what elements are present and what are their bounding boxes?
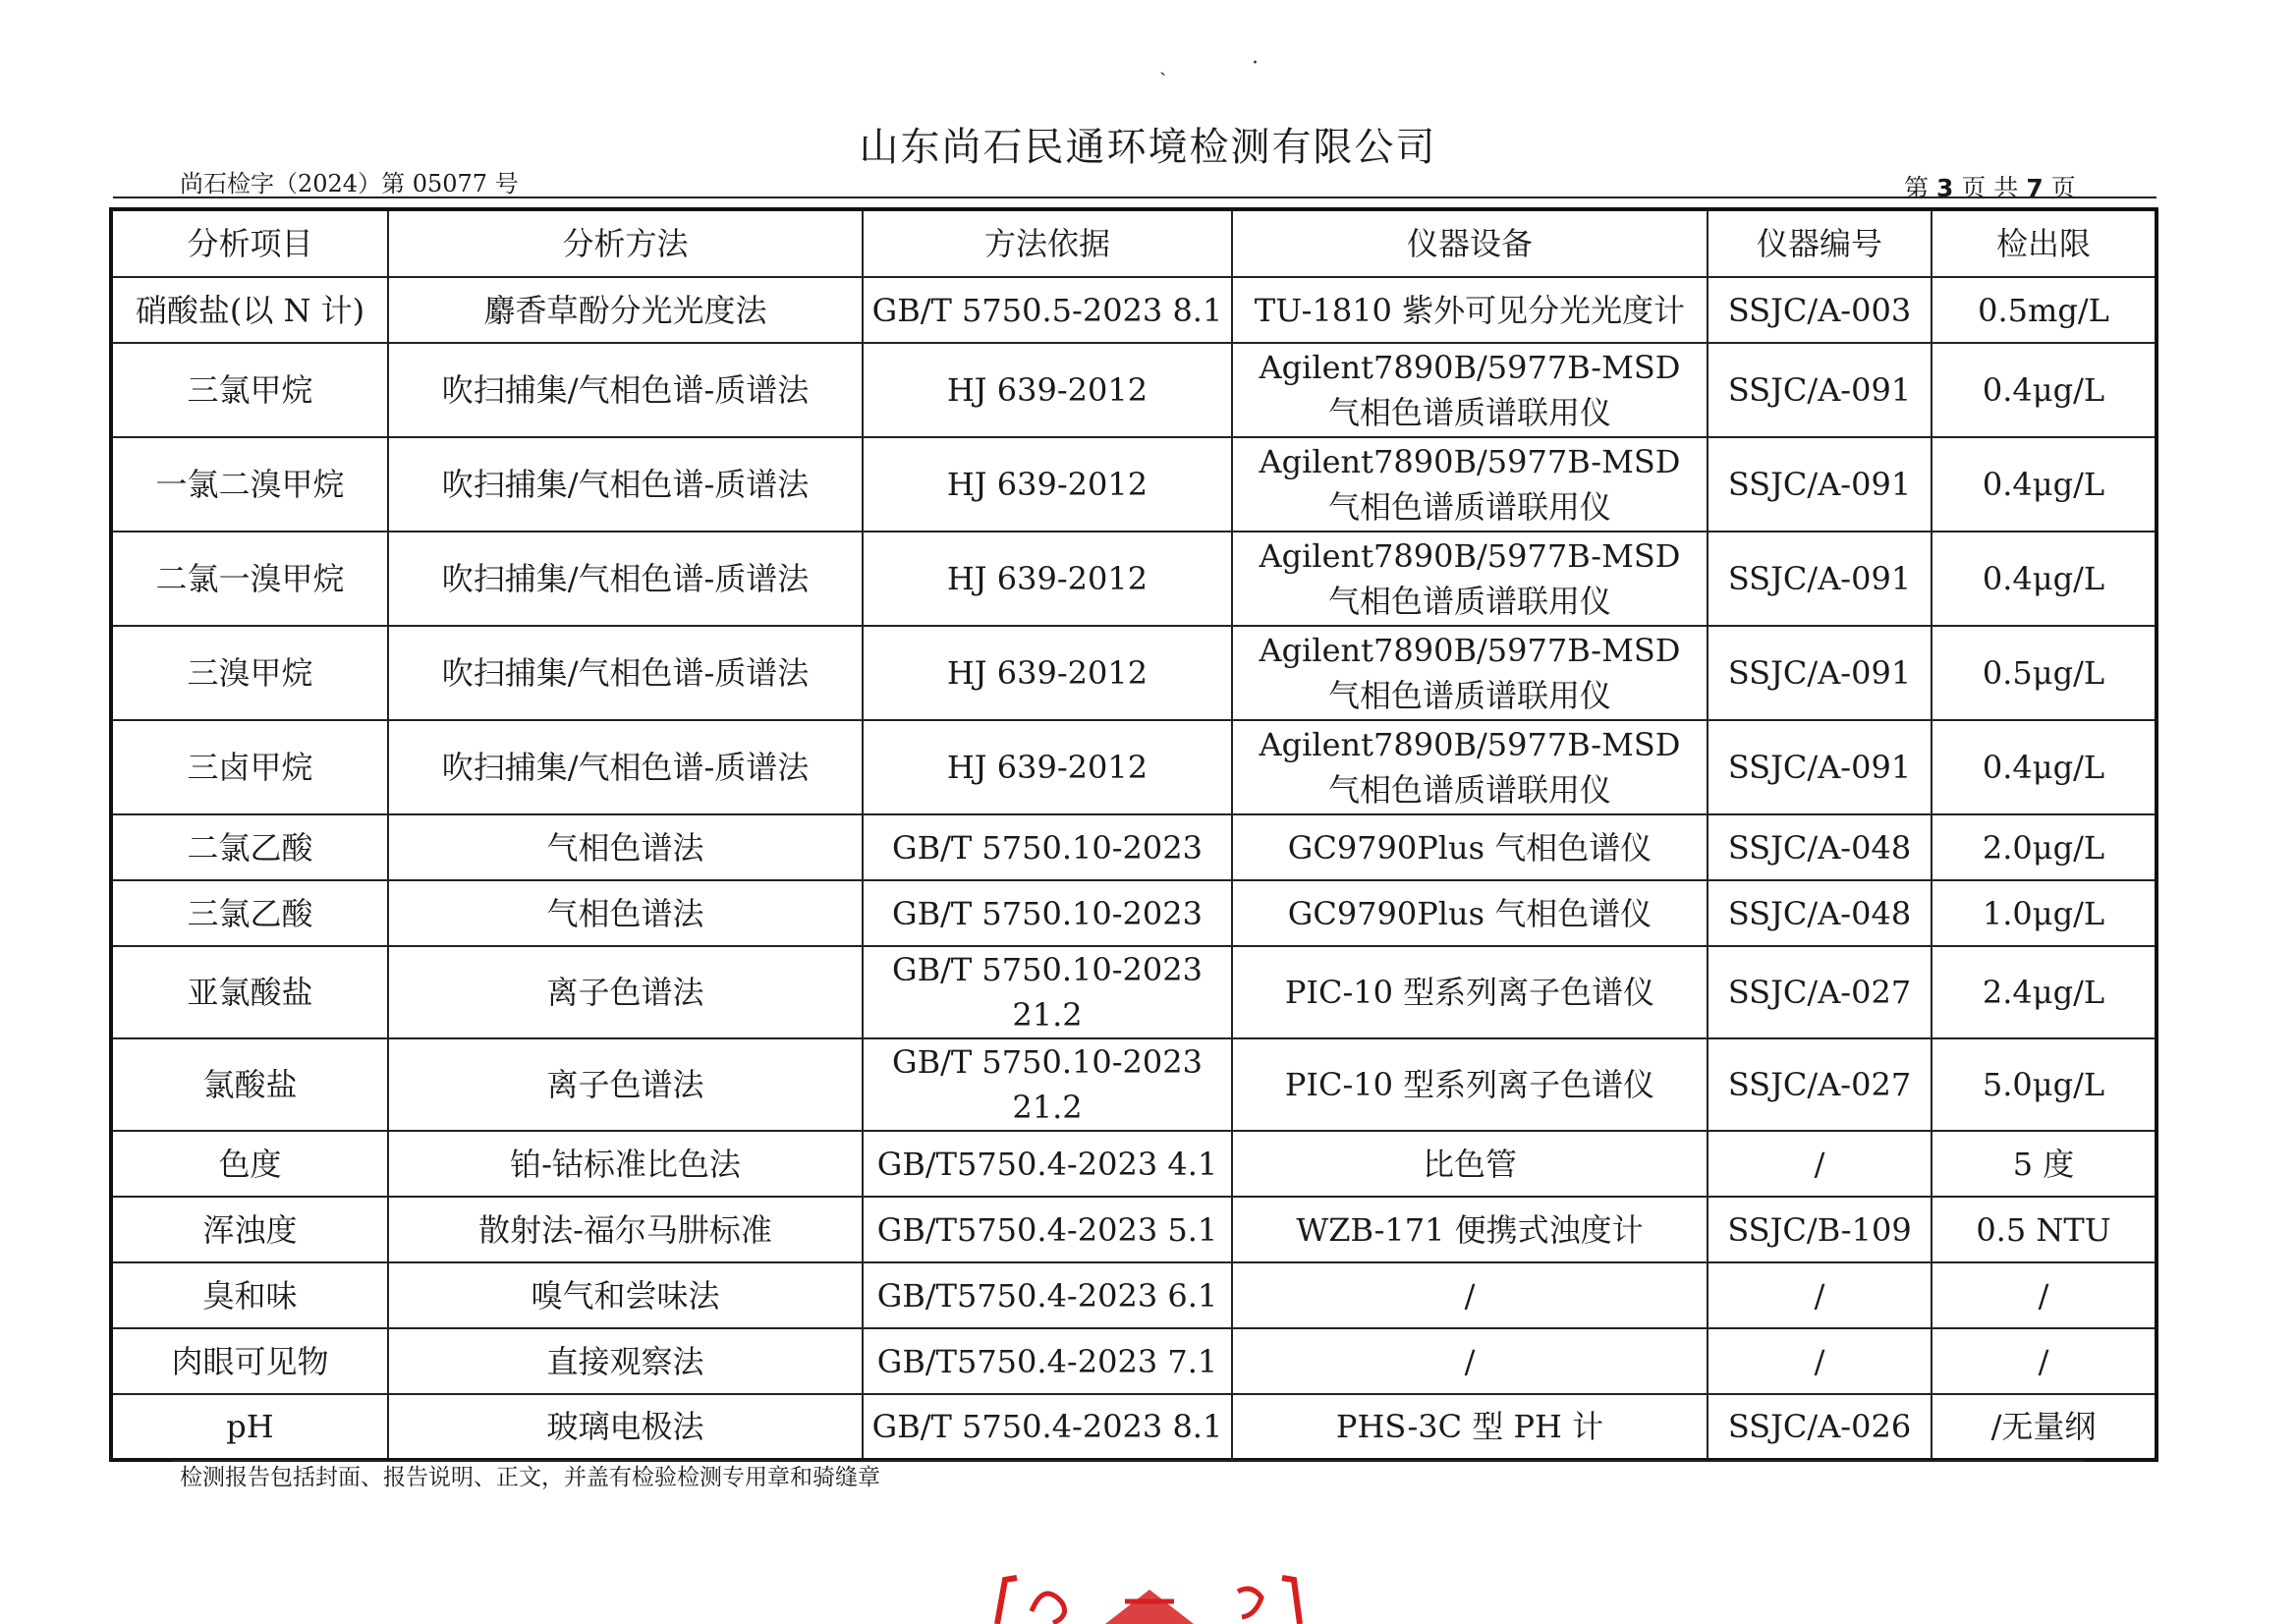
cell-limit: 0.5 NTU (1932, 1197, 2156, 1262)
col-header-basis: 方法依据 (863, 209, 1232, 277)
cell-limit: 0.4μg/L (1932, 437, 2156, 532)
analysis-methods-table (109, 207, 2158, 1462)
cell-basis: GB/T 5750.5-2023 8.1 (863, 277, 1232, 343)
cell-item: 臭和味 (111, 1262, 388, 1328)
cell-equip-id: SSJC/A-048 (1708, 814, 1932, 880)
cell-limit: / (1932, 1328, 2156, 1394)
cell-equip-id: SSJC/A-091 (1708, 343, 1932, 437)
page-mid: 页 共 (1961, 174, 2019, 202)
cell-item: 三溴甲烷 (111, 626, 388, 720)
cell-method: 气相色谱法 (388, 880, 863, 946)
header-rule (113, 196, 2156, 198)
cell-method: 吹扫捕集/气相色谱-质谱法 (388, 720, 863, 814)
report-footnote: 检测报告包括封面、报告说明、正文，并盖有检验检测专用章和骑缝章 (180, 1465, 880, 1490)
table-row (111, 880, 2156, 946)
cell-equip-id: SSJC/A-091 (1708, 437, 1932, 532)
col-header-limit: 检出限 (1932, 209, 2156, 277)
cell-basis: HJ 639-2012 (863, 720, 1232, 814)
cell-basis: HJ 639-2012 (863, 532, 1232, 626)
cell-equipment: Agilent7890B/5977B-MSD 气相色谱质谱联用仪 (1232, 626, 1708, 720)
table-row (111, 437, 2156, 532)
cell-equipment: / (1232, 1262, 1708, 1328)
cell-method: 麝香草酚分光光度法 (388, 277, 863, 343)
cell-equipment: Agilent7890B/5977B-MSD 气相色谱质谱联用仪 (1232, 532, 1708, 626)
cell-limit: 0.5μg/L (1932, 626, 2156, 720)
cell-limit: /无量纲 (1932, 1394, 2156, 1460)
cell-item: 二氯乙酸 (111, 814, 388, 880)
cell-equip-id: / (1708, 1131, 1932, 1197)
cell-item: 肉眼可见物 (111, 1328, 388, 1394)
cell-basis: GB/T 5750.10-2023 (863, 880, 1232, 946)
cell-equip-id: SSJC/A-091 (1708, 532, 1932, 626)
cell-limit: 5.0μg/L (1932, 1038, 2156, 1131)
cell-method: 玻璃电极法 (388, 1394, 863, 1460)
col-header-method: 分析方法 (388, 209, 863, 277)
cell-method: 散射法-福尔马肼标准 (388, 1197, 863, 1262)
table-row (111, 1262, 2156, 1328)
cell-item: 一氯二溴甲烷 (111, 437, 388, 532)
table-row (111, 626, 2156, 720)
table-row (111, 1197, 2156, 1262)
cell-method: 嗅气和尝味法 (388, 1262, 863, 1328)
cell-item: 三卤甲烷 (111, 720, 388, 814)
col-header-item: 分析项目 (111, 209, 388, 277)
cell-basis: HJ 639-2012 (863, 437, 1232, 532)
cell-equip-id: SSJC/A-003 (1708, 277, 1932, 343)
cell-basis: GB/T5750.4-2023 7.1 (863, 1328, 1232, 1394)
cell-equipment: PIC-10 型系列离子色谱仪 (1232, 1038, 1708, 1131)
cell-basis: GB/T 5750.10-2023 21.2 (863, 1038, 1232, 1131)
cell-basis: HJ 639-2012 (863, 343, 1232, 437)
cell-item: 亚氯酸盐 (111, 946, 388, 1038)
cell-item: 二氯一溴甲烷 (111, 532, 388, 626)
cell-equip-id: SSJC/A-027 (1708, 946, 1932, 1038)
cell-method: 铂-钴标准比色法 (388, 1131, 863, 1197)
cell-basis: GB/T 5750.10-2023 21.2 (863, 946, 1232, 1038)
cell-item: 氯酸盐 (111, 1038, 388, 1131)
page-suffix: 页 (2050, 174, 2076, 202)
cell-equip-id: SSJC/A-091 (1708, 720, 1932, 814)
cell-limit: 0.4μg/L (1932, 532, 2156, 626)
cell-equipment: Agilent7890B/5977B-MSD 气相色谱质谱联用仪 (1232, 720, 1708, 814)
cell-item: pH (111, 1394, 388, 1460)
cell-basis: HJ 639-2012 (863, 626, 1232, 720)
cell-method: 离子色谱法 (388, 946, 863, 1038)
table-row (111, 532, 2156, 626)
cell-equipment: PHS-3C 型 PH 计 (1232, 1394, 1708, 1460)
page-total: 7 (2026, 174, 2044, 202)
cell-method: 吹扫捕集/气相色谱-质谱法 (388, 532, 863, 626)
cell-method: 气相色谱法 (388, 814, 863, 880)
col-header-equip-id: 仪器编号 (1708, 209, 1932, 277)
cell-equipment: Agilent7890B/5977B-MSD 气相色谱质谱联用仪 (1232, 343, 1708, 437)
cell-equip-id: / (1708, 1328, 1932, 1394)
cell-limit: 0.4μg/L (1932, 720, 2156, 814)
cell-method: 吹扫捕集/气相色谱-质谱法 (388, 343, 863, 437)
table-header-row (111, 209, 2156, 277)
cell-equip-id: SSJC/A-026 (1708, 1394, 1932, 1460)
table-row (111, 1038, 2156, 1131)
cell-method: 直接观察法 (388, 1328, 863, 1394)
cell-limit: 0.4μg/L (1932, 343, 2156, 437)
table-row (111, 946, 2156, 1038)
seal-fragment-icon (987, 1572, 1312, 1624)
table-row (111, 720, 2156, 814)
scan-mark: · (1252, 51, 1259, 76)
cell-limit: 0.5mg/L (1932, 277, 2156, 343)
scan-mark: ˎ (1159, 52, 1167, 77)
cell-equipment: GC9790Plus 气相色谱仪 (1232, 880, 1708, 946)
cell-equip-id: SSJC/B-109 (1708, 1197, 1932, 1262)
page-indicator (1904, 169, 2076, 204)
table-row (111, 343, 2156, 437)
cell-limit: 2.0μg/L (1932, 814, 2156, 880)
cell-basis: GB/T5750.4-2023 6.1 (863, 1262, 1232, 1328)
cell-equipment: Agilent7890B/5977B-MSD 气相色谱质谱联用仪 (1232, 437, 1708, 532)
table-row (111, 1131, 2156, 1197)
cell-equip-id: SSJC/A-091 (1708, 626, 1932, 720)
cell-equipment: / (1232, 1328, 1708, 1394)
page-prefix: 第 (1904, 174, 1930, 202)
cell-limit: 2.4μg/L (1932, 946, 2156, 1038)
cell-basis: GB/T 5750.10-2023 (863, 814, 1232, 880)
cell-equipment: WZB-171 便携式浊度计 (1232, 1197, 1708, 1262)
cell-basis: GB/T5750.4-2023 4.1 (863, 1131, 1232, 1197)
red-seal-stamp (987, 1572, 1312, 1624)
table-row (111, 1394, 2156, 1460)
cell-item: 三氯甲烷 (111, 343, 388, 437)
cell-item: 色度 (111, 1131, 388, 1197)
cell-equip-id: / (1708, 1262, 1932, 1328)
cell-equipment: GC9790Plus 气相色谱仪 (1232, 814, 1708, 880)
table-row (111, 1328, 2156, 1394)
table-row (111, 814, 2156, 880)
col-header-equipment: 仪器设备 (1232, 209, 1708, 277)
cell-method: 吹扫捕集/气相色谱-质谱法 (388, 626, 863, 720)
cell-item: 硝酸盐(以 N 计) (111, 277, 388, 343)
cell-item: 浑浊度 (111, 1197, 388, 1262)
company-name: 山东尚石民通环境检测有限公司 (859, 125, 1437, 170)
cell-equipment: 比色管 (1232, 1131, 1708, 1197)
cell-limit: / (1932, 1262, 2156, 1328)
cell-basis: GB/T5750.4-2023 5.1 (863, 1197, 1232, 1262)
cell-equip-id: SSJC/A-048 (1708, 880, 1932, 946)
table-row (111, 277, 2156, 343)
cell-equipment: PIC-10 型系列离子色谱仪 (1232, 946, 1708, 1038)
cell-method: 离子色谱法 (388, 1038, 863, 1131)
document-number: 尚石检字（2024）第 05077 号 (180, 170, 519, 197)
cell-limit: 5 度 (1932, 1131, 2156, 1197)
cell-method: 吹扫捕集/气相色谱-质谱法 (388, 437, 863, 532)
page-current: 3 (1936, 174, 1954, 202)
cell-item: 三氯乙酸 (111, 880, 388, 946)
cell-equipment: TU-1810 紫外可见分光光度计 (1232, 277, 1708, 343)
cell-basis: GB/T 5750.4-2023 8.1 (863, 1394, 1232, 1460)
cell-limit: 1.0μg/L (1932, 880, 2156, 946)
cell-equip-id: SSJC/A-027 (1708, 1038, 1932, 1131)
